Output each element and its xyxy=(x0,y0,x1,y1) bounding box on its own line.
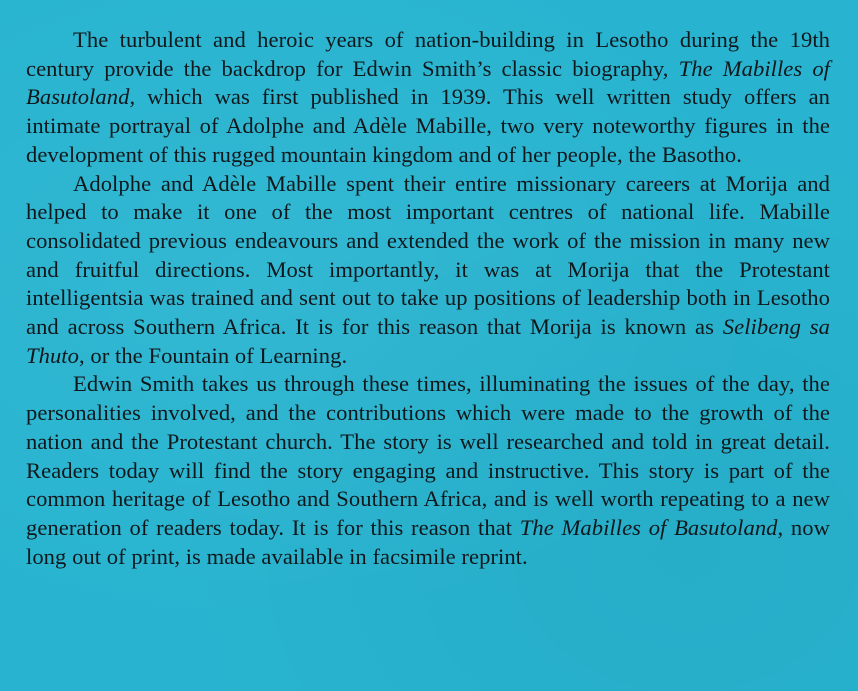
paragraph-2-text-a: Adolphe and Adèle Mabille spent their entire missionary careers at Morija and helped to make it one of the most important centres of national life. Mabille consolidated previous endeavours and extended the work of the mission in many new and fruitful directions. Most importantly, it was at Morija that the Protestant intelligentsia was trained and sent out to take up positions of leadership both in Lesotho and across Southern Africa. It is for this reason that Morija is known as xyxy=(26,170,830,340)
paragraph-1-text-b: , which was first published in 1939. This well written study offers an intimate portrayal of Adolphe and Adèle Mabille, two very noteworthy figures in the development of this rugged mountain kingdom and of her people, the Basotho. xyxy=(26,84,830,167)
paragraph-1-text-a: The turbulent and heroic years of nation-building in Lesotho during the 19th century provide the backdrop for Edwin Smith’s classic biography, xyxy=(26,27,830,81)
paragraph-3 xyxy=(26,370,830,571)
paragraph-1 xyxy=(26,26,830,170)
paragraph-3-text-a: Edwin Smith takes us through these times, illuminating the issues of the day, the personalities involved, and the contributions which were made to the growth of the nation and the Protestant church. The story is well researched and told in great detail. Readers today will find the story engaging and instructive. This story is part of the common heritage of Lesotho and Southern Africa, and is well worth repeating to a new generation of readers today. It is for this reason that xyxy=(26,371,830,540)
paragraph-2-text-b: , or the Fountain of Learning. xyxy=(78,342,348,368)
paragraph-3-text-b: , now long out of print, is made available in facsimile reprint. xyxy=(26,514,830,569)
book-title-italic: The Mabilles of Basutoland xyxy=(26,55,830,110)
sesotho-phrase-italic: Selibeng sa Thuto xyxy=(26,314,831,368)
paragraph-2 xyxy=(26,170,830,371)
book-title-italic-2: The Mabilles of Basutoland xyxy=(519,514,778,540)
